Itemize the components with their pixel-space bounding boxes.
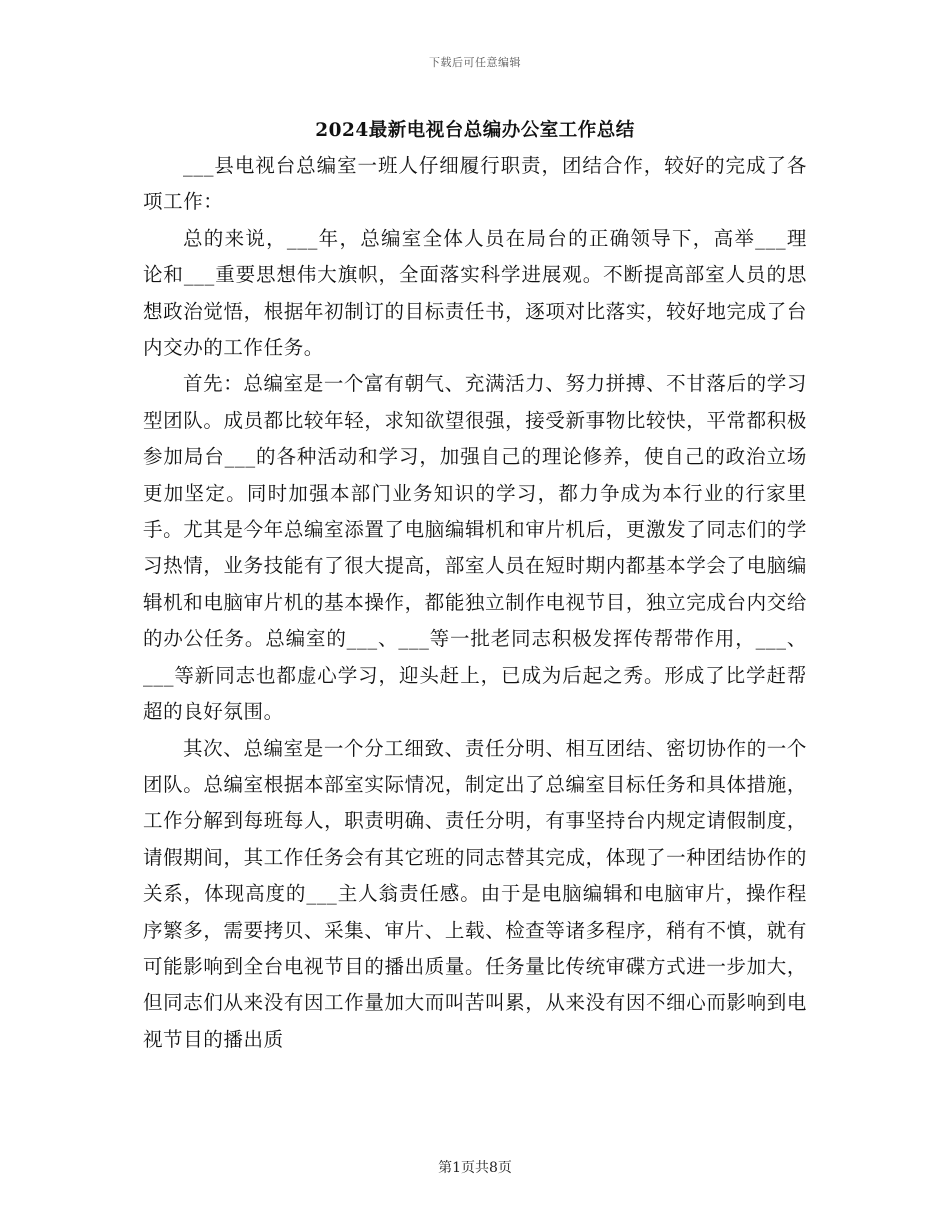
header-note: 下载后可任意编辑 — [429, 56, 521, 69]
paragraph: 首先：总编室是一个富有朝气、充满活力、努力拼搏、不甘落后的学习型团队。成员都比较年轻，求知欲望很强，接受新事物比较快，平常都积极参加局台___的各种活动和学习，加强自己的理论修养，使自己的政治立场更加坚定。同时加强本部门业务知识的学习，都力争成为本行业的行家里手。尤其是今年总编室添置了电脑编辑机和审片机后，更激发了同志们的学习热情，业务技能有了很大提高，部室人员在短时期内都基本学会了电脑编辑机和电脑审片机的基本操作，都能独立制作电视节目，独立完成台内交给的办公任务。总编室的___、___等一批老同志积极发挥传帮带作用，___、___等新同志也都虚心学习，迎头赶上，已成为后起之秀。形成了比学赶帮超的良好氛围。 — [143, 372, 807, 724]
document-body — [143, 148, 807, 1058]
paragraph: 总的来说，___年，总编室全体人员在局台的正确领导下，高举___理论和___重要思想伟大旗帜，全面落实科学进展观。不断提高部室人员的思想政治觉悟，根据年初制订的目标责任书，逐项对比落实，较好地完成了台内交办的工作任务。 — [143, 226, 807, 360]
page-number: 第1页共8页 — [438, 1160, 512, 1176]
paragraph: ___县电视台总编室一班人仔细履行职责，团结合作，较好的完成了各项工作： — [143, 154, 807, 214]
document-title: 2024最新电视台总编办公室工作总结 — [315, 120, 635, 141]
paragraph: 其次、总编室是一个分工细致、责任分明、相互团结、密切协作的一个团队。总编室根据本部室实际情况，制定出了总编室目标任务和具体措施，工作分解到每班每人，职责明确、责任分明，有事坚持台内规定请假制度，请假期间，其工作任务会有其它班的同志替其完成，体现了一种团结协作的关系，体现高度的___主人翁责任感。由于是电脑编辑和电脑审片，操作程序繁多，需要拷贝、采集、审片、上载、检查等诸多程序，稍有不慎，就有可能影响到全台电视节目的播出质量。任务量比传统审碟方式进一步加大，但同志们从来没有因工作量加大而叫苦叫累，从来没有因不细心而影响到电视节目的播出质 — [143, 736, 807, 1051]
